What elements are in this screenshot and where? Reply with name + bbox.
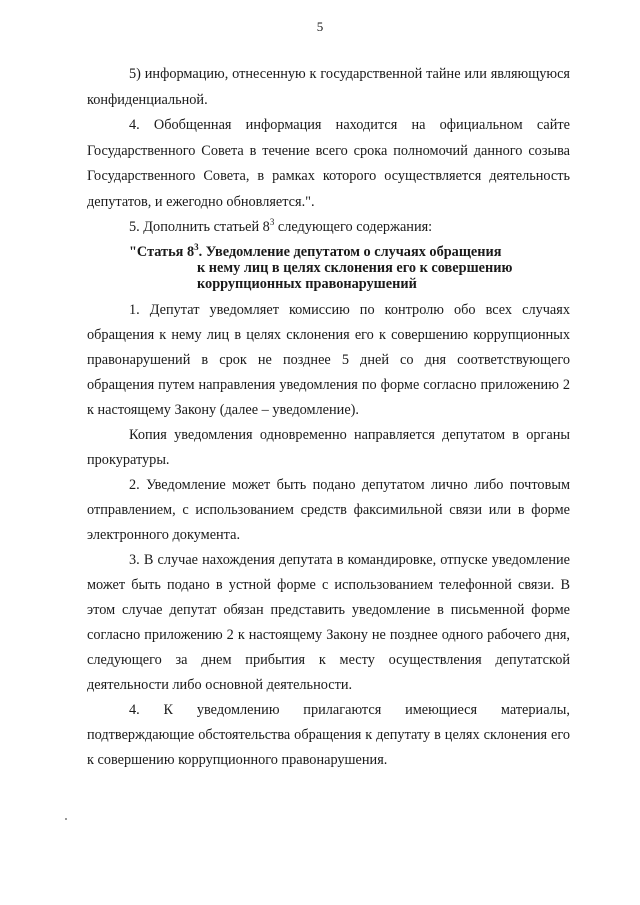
article-item-3: 3. В случае нахождения депутата в командировке, отпуске уведомление может быть подано в устной форме с использованием телефонной связи. В этом случае депутат обязан представить уведомление в письменной форме согласно приложению 2 к настоящему Закону не позднее одного рабочего дня, следующего за днем прибытия к месту осуществления депутатской деятельности либо основной деятельности. [87,551,570,693]
scan-speck [65,818,67,820]
add-article-text-end: следующего содержания: [274,219,433,235]
article-title-sup: 3 [194,241,199,252]
article-item-2: 2. Уведомление может быть подано депутатом лично либо почтовым отправлением, с использованием средств факсимильной связи или в форме электронного документа. [87,476,570,543]
page-number: 5 [316,19,324,34]
article-title-rest: . Уведомление депутатом о случаях обращения [198,243,502,260]
add-article-sup: 3 [269,217,275,228]
article-title-line2: к нему лиц в целях склонения его к совершению [197,259,513,276]
paragraph-generalized-info: 4. Обобщенная информация находится на официальном сайте Государственного Совета в течение всего срока полномочий данного созыва Государственного Совета, в рамках которого осуществляется деятельность депутатов, и ежегодно обновляется.". [87,117,570,210]
document-body [87,62,570,773]
article-title-prefix: "Статья 8 [129,243,195,260]
article-title-line3: коррупционных правонарушений [197,275,417,292]
paragraph-add-article [87,215,570,241]
article-item-1-copy: Копия уведомления одновременно направляется депутатом в органы прокуратуры. [87,426,570,468]
article-item-1: 1. Депутат уведомляет комиссию по контролю обо всех случаях обращения к нему лиц в целях склонения его к совершению коррупционных правонарушений в срок не позднее 5 дней со дня соответствующего обращения путем направления уведомления по форме согласно приложению 2 к настоящему Закону (далее – уведомление). [87,301,570,418]
article-heading [129,241,570,298]
add-article-text: 5. Дополнить статьей 8 [129,219,270,235]
article-item-4: 4. К уведомлению прилагаются имеющиеся материалы, подтверждающие обстоятельства обращения к депутату в целях склонения его к совершению коррупционного правонарушения. [87,701,570,768]
paragraph-state-secret: 5) информацию, отнесенную к государственной тайне или являющуюся конфиденциальной. [87,66,570,108]
